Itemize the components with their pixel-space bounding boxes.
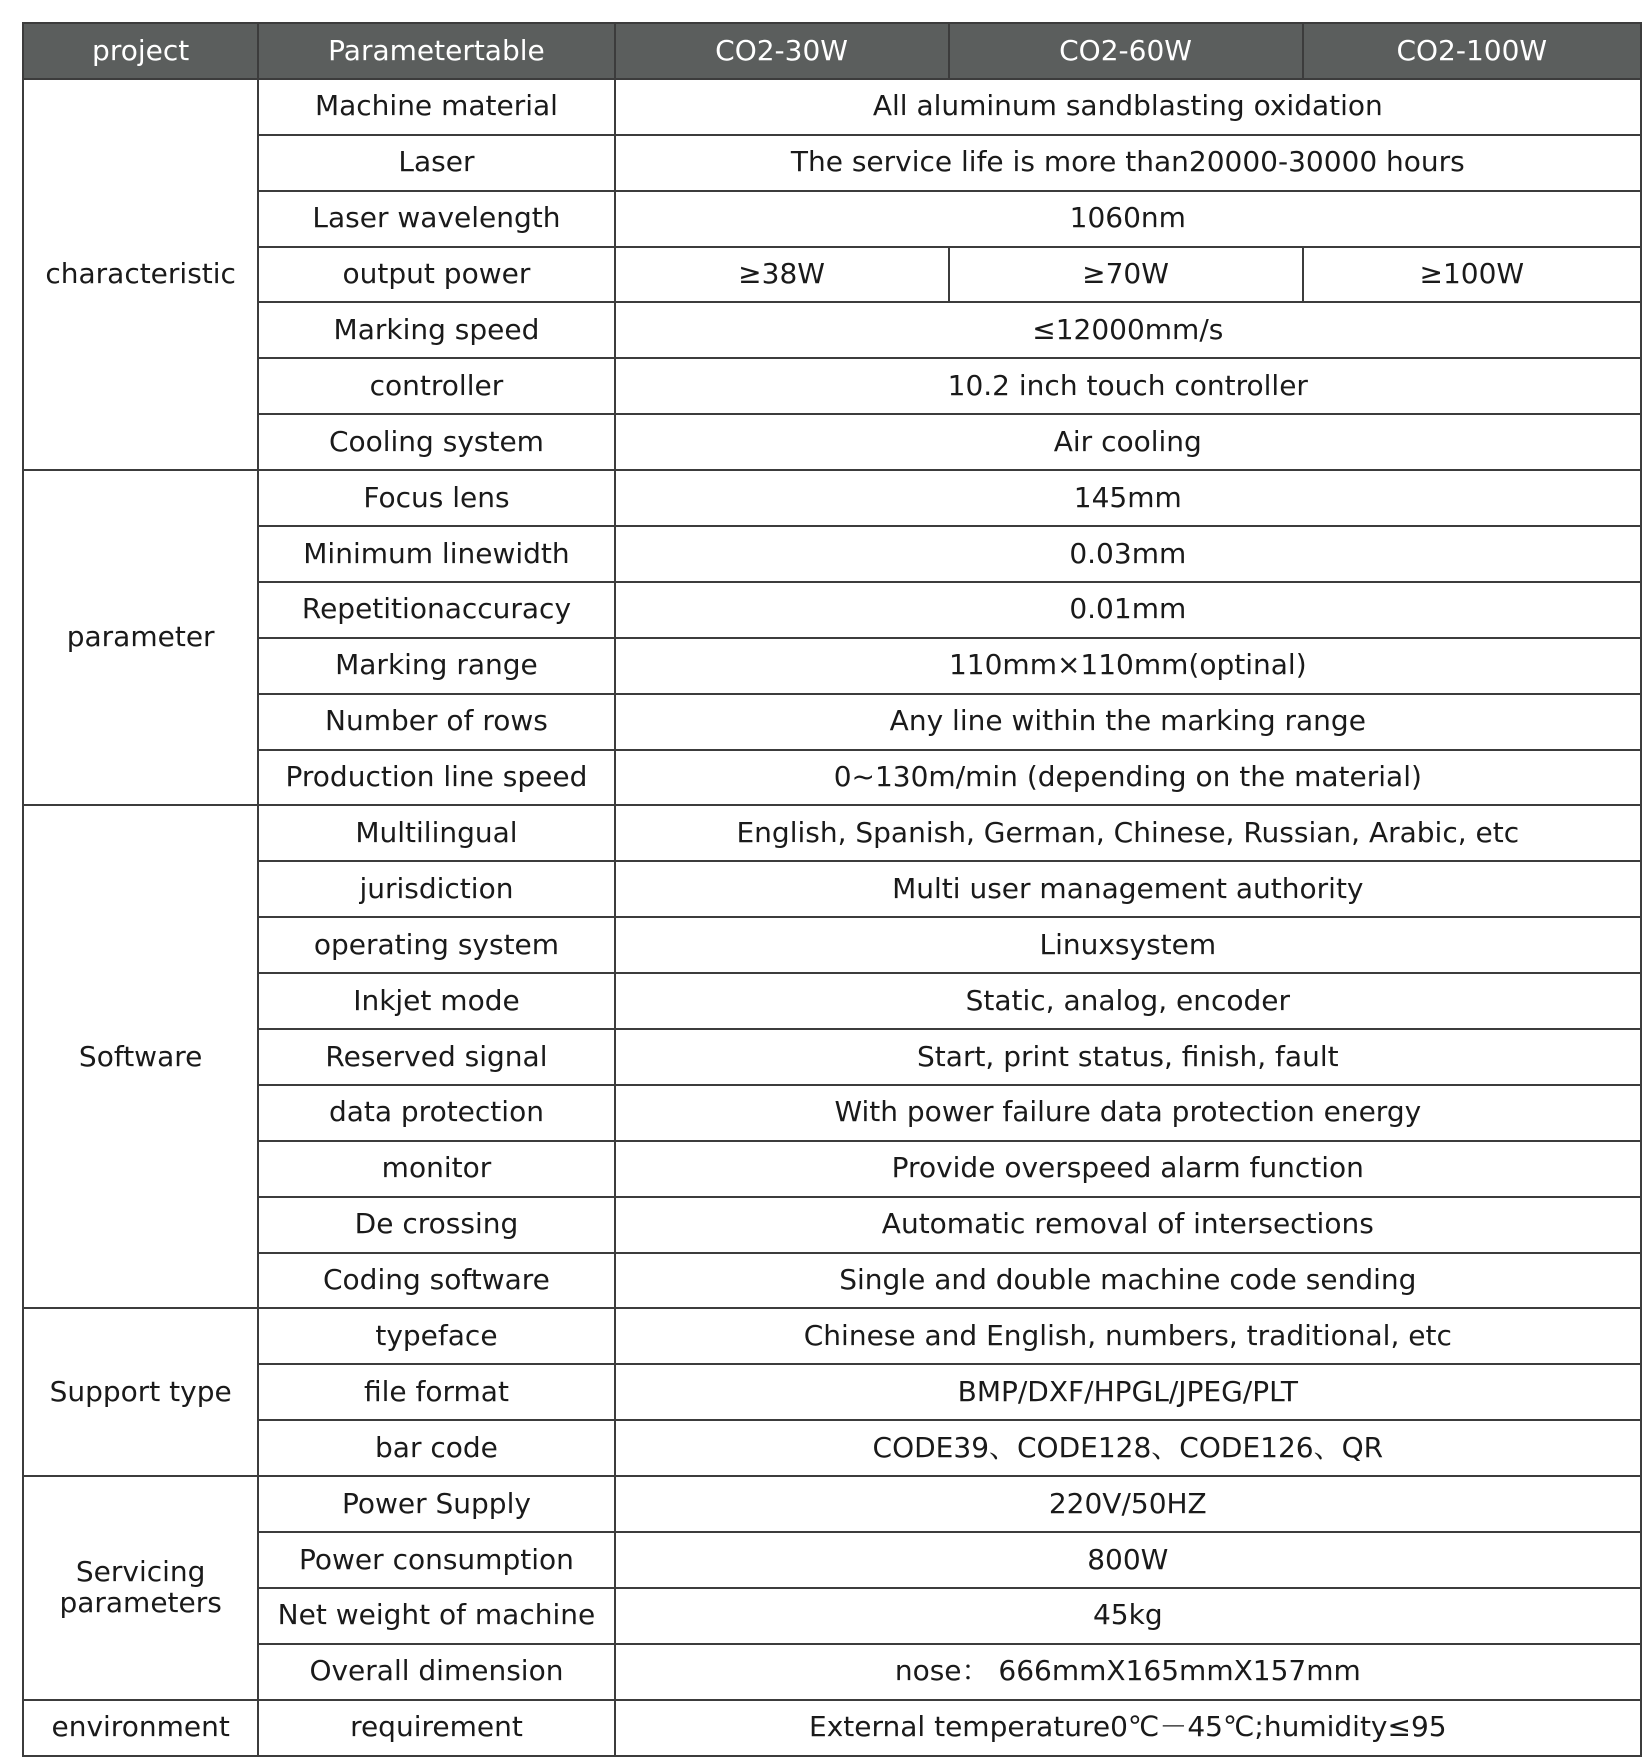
row-value: Single and double machine code sending [615,1253,1641,1309]
header-model-100w: CO2-100W [1303,23,1641,79]
row-value: 1060nm [615,191,1641,247]
table-row [23,694,1641,750]
row-label: De crossing [258,1197,614,1253]
table-row [23,1644,1641,1700]
row-value: The service life is more than20000-30000 hours [615,135,1641,191]
row-value: nose： 666mmX165mmX157mm [615,1644,1641,1700]
row-label: Multilingual [258,805,614,861]
row-label: Number of rows [258,694,614,750]
table-row [23,1364,1641,1420]
row-value: 45kg [615,1588,1641,1644]
row-value: External temperature0℃－45℃;humidity≤95 [615,1700,1641,1756]
group-software: Software [23,805,258,1308]
table-row [23,1532,1641,1588]
table-row [23,917,1641,973]
table-row [23,1700,1641,1756]
row-label: typeface [258,1308,614,1364]
row-label: Machine material [258,79,614,135]
row-label: Focus lens [258,470,614,526]
row-value: English, Spanish, German, Chinese, Russian, Arabic, etc [615,805,1641,861]
row-label: bar code [258,1420,614,1476]
table-row [23,1141,1641,1197]
row-label: file format [258,1364,614,1420]
table-row [23,750,1641,806]
row-label: Marking range [258,638,614,694]
row-value: Static, analog, encoder [615,973,1641,1029]
row-label: Cooling system [258,414,614,470]
row-value: 110mm×110mm(optinal) [615,638,1641,694]
row-value: Start, print status, finish, fault [615,1029,1641,1085]
header-project: project [23,23,258,79]
table-row [23,302,1641,358]
table-row [23,526,1641,582]
table-row [23,805,1641,861]
row-label: Net weight of machine [258,1588,614,1644]
row-value: 0.01mm [615,582,1641,638]
row-label: Minimum linewidth [258,526,614,582]
header-model-60w: CO2-60W [949,23,1303,79]
row-label: monitor [258,1141,614,1197]
table-row [23,135,1641,191]
output-power-60w: ≥70W [949,247,1303,303]
output-power-30w: ≥38W [615,247,949,303]
row-label: Inkjet mode [258,973,614,1029]
table-row [23,79,1641,135]
row-label: Power Supply [258,1476,614,1532]
row-value: 10.2 inch touch controller [615,358,1641,414]
row-label: requirement [258,1700,614,1756]
row-label: Laser wavelength [258,191,614,247]
table-row [23,1197,1641,1253]
row-value: Air cooling [615,414,1641,470]
row-value: 220V/50HZ [615,1476,1641,1532]
output-power-100w: ≥100W [1303,247,1641,303]
group-characteristic: characteristic [23,79,258,470]
row-value: Linuxsystem [615,917,1641,973]
group-servicing-parameters: Servicing parameters [23,1476,258,1700]
row-label: controller [258,358,614,414]
row-label: Coding software [258,1253,614,1309]
row-value: Chinese and English, numbers, traditional, etc [615,1308,1641,1364]
table-row [23,1420,1641,1476]
table-row [23,1476,1641,1532]
row-label: Production line speed [258,750,614,806]
table-row [23,582,1641,638]
row-value: ≤12000mm/s [615,302,1641,358]
row-value: BMP/DXF/HPGL/JPEG/PLT [615,1364,1641,1420]
spec-table [22,22,1642,1757]
header-parametertable: Parametertable [258,23,614,79]
row-value: CODE39、CODE128、CODE126、QR [615,1420,1641,1476]
row-value: Multi user management authority [615,861,1641,917]
row-label: Marking speed [258,302,614,358]
table-row [23,191,1641,247]
table-row [23,1588,1641,1644]
table-row [23,1253,1641,1309]
row-value: Any line within the marking range [615,694,1641,750]
table-row [23,1308,1641,1364]
header-row [23,23,1641,79]
group-support-type: Support type [23,1308,258,1476]
table-row [23,638,1641,694]
row-value: 0.03mm [615,526,1641,582]
row-value: Automatic removal of intersections [615,1197,1641,1253]
row-label: Overall dimension [258,1644,614,1700]
row-label: Laser [258,135,614,191]
row-label: jurisdiction [258,861,614,917]
row-value: With power failure data protection energy [615,1085,1641,1141]
row-value: 0~130m/min (depending on the material) [615,750,1641,806]
table-row [23,247,1641,303]
row-label: operating system [258,917,614,973]
table-row [23,1029,1641,1085]
row-value: 145mm [615,470,1641,526]
table-row [23,1085,1641,1141]
table-row [23,973,1641,1029]
row-value: All aluminum sandblasting oxidation [615,79,1641,135]
row-label: Reserved signal [258,1029,614,1085]
group-parameter: parameter [23,470,258,805]
table-row [23,414,1641,470]
row-label: Repetitionaccuracy [258,582,614,638]
table-row [23,358,1641,414]
row-label: data protection [258,1085,614,1141]
header-model-30w: CO2-30W [615,23,949,79]
row-value: 800W [615,1532,1641,1588]
group-environment: environment [23,1700,258,1756]
table-row [23,861,1641,917]
row-value: Provide overspeed alarm function [615,1141,1641,1197]
row-label: Power consumption [258,1532,614,1588]
table-row [23,470,1641,526]
row-label: output power [258,247,614,303]
